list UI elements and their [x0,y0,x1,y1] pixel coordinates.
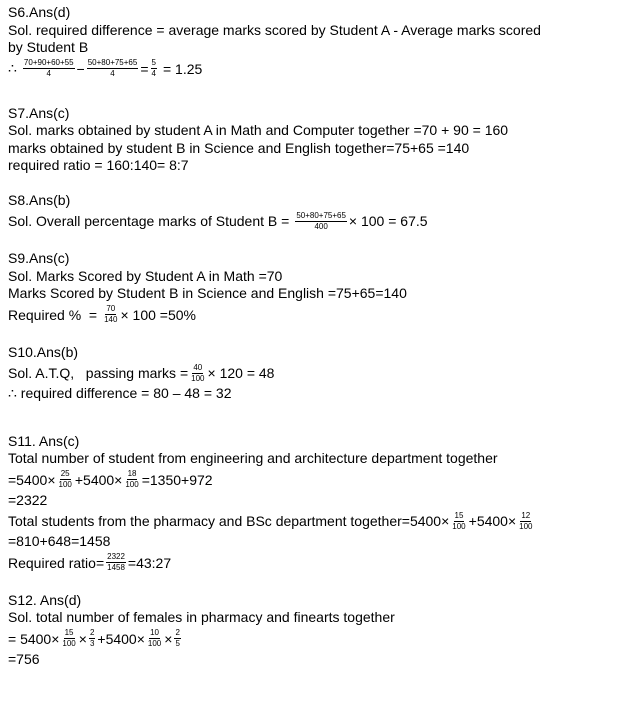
s7-line3: required ratio = 160:140= 8:7 [8,157,189,173]
s9-equation [8,303,630,327]
s11-line2: =5400× $\frac{25}{100}$ +5400× $\frac{18}{100}$ =1350+972 [8,469,213,489]
s8-title: S8.Ans(b) [8,191,71,208]
solution-s7 [8,105,630,175]
s6-equation [8,57,630,81]
s9-prefix: Required % = [8,306,98,323]
s6-title: S6.Ans(d) [8,4,71,20]
solution-s9 [8,250,630,327]
minus-sign: − [76,60,85,77]
s8-suffix: × 100 = 67.5 [348,213,428,229]
s6-line2: by Student B [8,39,89,55]
solution-s8 [8,192,630,234]
s11-line4: Total students from the pharmacy and BSc department together=5400× $\frac{15}{100}$ +5400× $\frac{12}{100}$ [8,510,533,531]
s7-line2: marks obtained by student B in Science and English together=75+65 =140 [8,139,470,156]
s11-fraction-b: $\frac{18}{100}$ [125,469,139,489]
s9-title: S9.Ans(c) [8,250,70,266]
solution-s6 [8,4,630,81]
s11-fraction-d: $\frac{12}{100}$ [519,510,533,531]
s9-suffix: × 100 =50% [120,306,196,323]
s8-prefix: Sol. Overall percentage marks of Student B = [8,213,290,229]
s7-line1: Sol. marks obtained by student A in Math and Computer together =70 + 90 = 160 [8,122,509,138]
s11-fraction-c: $\frac{15}{100}$ [452,510,466,531]
s6-fraction-c: $\frac{5}{4}$ [151,58,156,78]
s12-fraction-b: $\frac{2}{3}$ [89,628,95,648]
solution-s10 [8,344,630,403]
s9-fraction: $\frac{70}{140}$ [104,304,118,324]
s10-line3: ∴ required difference = 80 – 48 = 32 [8,385,232,401]
s10-fraction: $\frac{40}{100}$ [191,362,205,383]
s6-fraction-a: $\frac{70+90+60+55}{4}$ [23,58,74,78]
solutions-document [8,4,630,668]
solution-s11 [8,433,630,575]
s11-fraction-a: $\frac{25}{100}$ [58,469,72,489]
s11-fraction-e: $\frac{2322}{1458}$ [107,552,125,572]
s6-result: = 1.25 [162,60,203,77]
s11-line3: =2322 [8,491,48,508]
s9-line1: Sol. Marks Scored by Student A in Math =70 [8,267,283,284]
s8-equation [8,209,630,233]
s12-fraction-c: $\frac{10}{100}$ [147,628,162,648]
s12-line2: = 5400× $\frac{15}{100}$ × $\frac{2}{3}$ +5400× $\frac{10}{100}$ × $\frac{2}{5}$ [8,628,180,648]
s12-line3: =756 [8,650,40,667]
s12-fraction-a: $\frac{15}{100}$ [62,628,76,648]
s9-line2: Marks Scored by Student B in Science and English =75+65=140 [8,285,407,301]
s8-fraction: $\frac{50+80+75+65}{400}$ [296,210,346,231]
therefore-symbol: ∴ [8,60,17,76]
s11-title: S11. Ans(c) [8,432,80,449]
s10-prefix: Sol. A.T.Q, passing marks = [8,365,189,381]
s10-title: S10.Ans(b) [8,343,79,360]
s6-fraction-b: $\frac{50+80+75+65}{4}$ [87,58,138,78]
s11-line1: Total number of student from engineering and architecture department together [8,450,498,466]
s12-fraction-d: $\frac{2}{5}$ [175,628,180,648]
solution-s12 [8,592,630,669]
s12-line1: Sol. total number of females in pharmacy and finearts together [8,609,395,625]
s7-title: S7.Ans(c) [8,104,70,121]
s11-line6: Required ratio= $\frac{2322}{1458}$ =43:27 [8,552,172,572]
s10-suffix: × 120 = 48 [207,365,275,381]
equals-sign: = [140,60,149,77]
s6-line1: Sol. required difference = average marks scored by Student A - Average marks scored [8,21,541,38]
s10-equation [8,361,630,385]
s11-line5: =810+648=1458 [8,533,111,549]
s12-title: S12. Ans(d) [8,591,82,608]
